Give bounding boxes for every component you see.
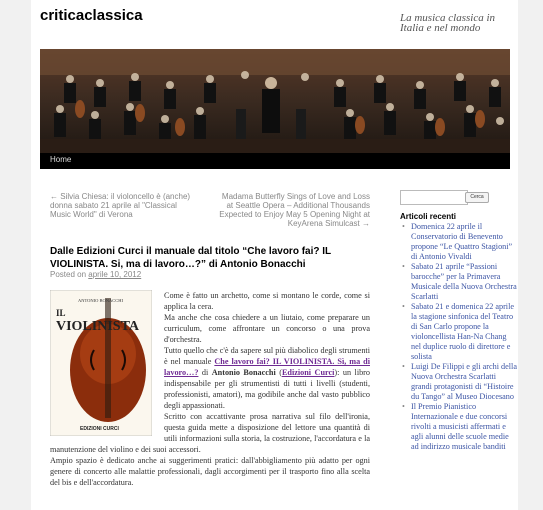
header-image <box>40 49 510 153</box>
post-content <box>50 290 370 488</box>
search-input[interactable] <box>400 190 468 205</box>
post-paragraph: Ampio spazio è dedicato anche ai suggerimenti pratici: dall'abbigliamento più adatto per ogni genere di concerto alle malattie professionali, dagli accorgimenti per il trasporto fino alla scelta del bis e dell'accordatura. <box>50 456 370 487</box>
svg-text:IL: IL <box>56 308 66 318</box>
post-paragraph: Ma anche che cosa chiedere a un liutaio, come preparare un curriculum, come affrontare un concorso o una prova d'orchestra. <box>164 313 370 344</box>
recent-posts-list <box>400 222 518 452</box>
recent-post-link[interactable]: • Domenica 22 aprile il Conservatorio di Benevento propone “Le Quattro Stagioni” di Antonio Vivaldi <box>400 222 518 262</box>
next-post-link[interactable]: Madama Butterfly Sings of Love and Loss at Seattle Opera – Additional Thousands Expected to Enjoy May 5 Opening Night at KeyArena Simulcast → <box>219 192 370 228</box>
posted-on-label: Posted on <box>50 270 87 279</box>
post-paragraph: Tutto quello che c'è da sapere sul più diabolico degli strumenti è nel manuale Che lavoro fai? IL VIOLINISTA. Sì, ma di lavoro…? di Antonio Bonacchi (Edizioni Curci): un libro indispensabile per gli strumentisti di tutti i livelli (studenti, professionisti, amatori), ma godibile anche dal vasto pubblico degli appassionati. <box>164 346 371 410</box>
author-name: Antonio Bonacchi <box>211 368 276 377</box>
book-link[interactable]: Che lavoro fai? IL VIOLINISTA. Sì, ma di lavoro…? <box>164 357 370 377</box>
book-cover-image <box>50 290 164 435</box>
publisher-link[interactable]: Edizioni Curci <box>281 368 335 377</box>
post-title[interactable]: Dalle Edizioni Curci il manuale dal titolo “Che lavoro fai? IL VIOLINISTA. Si, ma di lavoro…?” di Antonio Bonacchi <box>50 246 331 270</box>
previous-post-link[interactable]: ← Silvia Chiesa: il violoncello è (anche) donna sabato 21 aprile al "Classical Music World" di Verona <box>50 192 191 219</box>
recent-post-link[interactable]: • Luigi De Filippi e gli archi della Nuova Orchestra Scarlatti grandi protagonisti di “Histoire du Tango” al Museo Diocesano <box>400 362 518 402</box>
main-menu <box>40 153 510 169</box>
site-title[interactable]: criticaclassica <box>40 7 143 24</box>
recent-posts-heading: Articoli recenti <box>400 212 457 221</box>
post-paragraph: Come è fatto un archetto, come si montano le corde, come si applica la cera. <box>164 291 370 311</box>
menu-item-home[interactable]: Home <box>50 155 72 164</box>
search-button[interactable]: Cerca <box>465 192 489 203</box>
recent-post-link[interactable]: • Il Premio Pianistico Internazionale e due concorsi rivolti a musicisti affermati e agli alunni delle scuole medie ad indirizzo musicale banditi <box>400 402 518 452</box>
recent-post-link[interactable]: • Sabato 21 e domenica 22 aprile la stagione sinfonica del Teatro di San Carlo propone la violoncellista Han-Na Chang nel duplice ruolo di direttore e solista <box>400 302 518 362</box>
svg-text:ANTONIO BONACCHI: ANTONIO BONACCHI <box>78 298 124 303</box>
post-date-link[interactable]: aprile 10, 2012 <box>88 270 142 279</box>
post-meta <box>50 270 141 279</box>
recent-post-link[interactable]: • Sabato 21 aprile “Passioni barocche” per la Primavera Musicale della Nuova Orchestra Scarlatti <box>400 262 518 302</box>
post-paragraph: Scritto con accattivante prosa narrativa sul filo dell'ironia, questa guida mette a disposizione del lettore una quantità di utili informazioni sulla storia, la costruzione, l'accordatura e la manutenzione del violino e dei suoi accessori. <box>50 412 370 454</box>
page-container <box>31 0 518 510</box>
svg-text:VIOLINISTA: VIOLINISTA <box>56 319 139 334</box>
svg-text:EDIZIONI CURCI: EDIZIONI CURCI <box>80 426 119 432</box>
site-description: La musica classica in Italia e nel mondo <box>400 12 496 34</box>
